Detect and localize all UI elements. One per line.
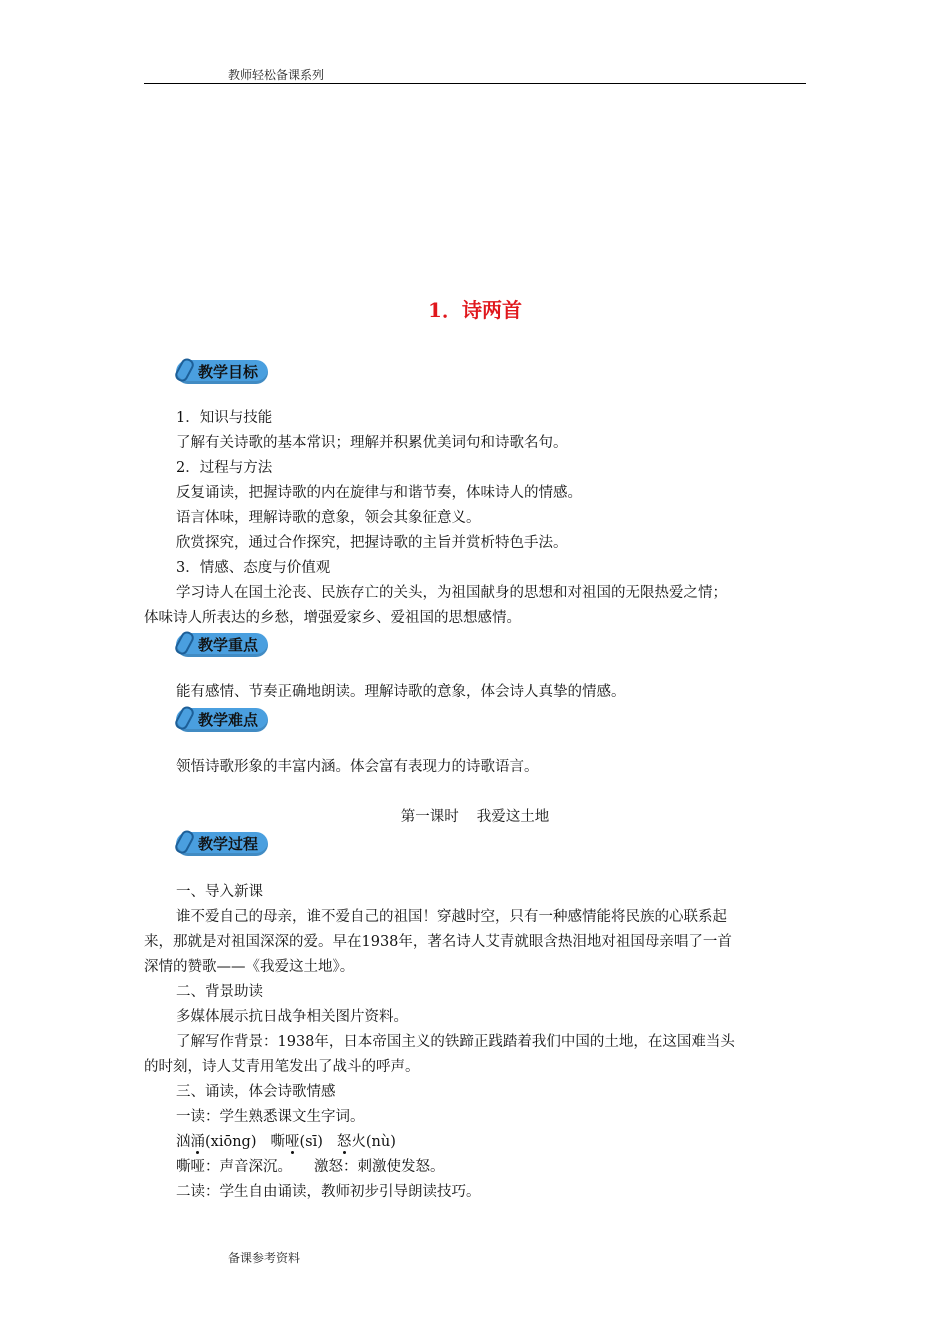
- section-badge-label: 教学目标: [197, 363, 258, 381]
- vocab-item: 怒火(nù): [336, 1134, 396, 1150]
- process-step-1-line3: 深情的赞歌——《我爱这土地》。: [144, 959, 355, 975]
- header-rule: [144, 83, 806, 84]
- objective-text-1: 了解有关诗歌的基本常识；理解并积累优美词句和诗歌名句。: [176, 435, 568, 451]
- process-step-3-heading: 三、诵读，体会诗歌情感: [176, 1084, 336, 1100]
- header-series-label: 教师轻松备课系列: [228, 68, 325, 82]
- process-step-2-line3: 的时刻，诗人艾青用笔发出了战斗的呼声。: [144, 1059, 420, 1075]
- definition-2: 激怒：刺激使发怒。: [314, 1159, 445, 1175]
- section-badge-difficulties: [176, 708, 268, 732]
- reading-1-text: 一读：学生熟悉课文生字词。: [176, 1109, 365, 1125]
- process-step-2-line2: 了解写作背景：1938年，日本帝国主义的铁蹄正践踏着我们中国的土地，在这国难当头: [176, 1034, 735, 1050]
- page-title: 1．诗两首: [428, 298, 522, 322]
- key-points-text: 能有感情、节奏正确地朗读。理解诗歌的意象，体会诗人真挚的情感。: [176, 684, 626, 700]
- vocab-item: 汹涌(xiōng): [176, 1134, 257, 1150]
- definition-1: 嘶哑：声音深沉。: [176, 1159, 292, 1175]
- objective-text-2a: 反复诵读，把握诗歌的内在旋律与和谐节奏，体味诗人的情感。: [176, 485, 582, 501]
- objective-text-3-line1: 学习诗人在国土沦丧、民族存亡的关头，为祖国献身的思想和对祖国的无限热爱之情；: [176, 585, 727, 601]
- vocab-item: 嘶哑(sī): [270, 1134, 323, 1150]
- objective-text-2b: 语言体味，理解诗歌的意象，领会其象征意义。: [176, 510, 481, 526]
- section-badge-label: 教学难点: [197, 711, 258, 729]
- section-badge-label: 教学过程: [197, 835, 258, 853]
- footer-label: 备课参考资料: [228, 1251, 301, 1265]
- section-badge-objectives: [176, 360, 268, 384]
- lesson-title: [0, 805, 950, 826]
- objective-text-3-line2: 体味诗人所表达的乡愁，增强爱家乡、爱祖国的思想感情。: [144, 610, 521, 626]
- objective-heading-1: 1．知识与技能: [176, 410, 273, 426]
- reading-2-text: 二读：学生自由诵读，教师初步引导朗读技巧。: [176, 1184, 481, 1200]
- section-badge-process: [176, 832, 268, 856]
- lesson-period: 第一课时: [400, 809, 459, 825]
- section-badge-key-points: [176, 633, 268, 657]
- process-step-1-line1: 谁不爱自己的母亲，谁不爱自己的祖国！穿越时空，只有一种感情能将民族的心联系起: [176, 909, 727, 925]
- process-step-1-heading: 一、导入新课: [176, 884, 263, 900]
- process-step-1-line2: 来，那就是对祖国深深的爱。早在1938年，著名诗人艾青就眼含热泪地对祖国母亲唱了一首: [144, 934, 732, 950]
- vocabulary-line: [176, 1130, 806, 1155]
- section-badge-label: 教学重点: [197, 636, 258, 654]
- process-step-2-line1: 多媒体展示抗日战争相关图片资料。: [176, 1009, 408, 1025]
- definition-line: [176, 1155, 806, 1180]
- process-step-2-heading: 二、背景助读: [176, 984, 263, 1000]
- objective-heading-3: 3．情感、态度与价值观: [176, 560, 331, 576]
- objective-text-2c: 欣赏探究，通过合作探究，把握诗歌的主旨并赏析特色手法。: [176, 535, 568, 551]
- lesson-name: 我爱这土地: [476, 809, 550, 825]
- difficulties-text: 领悟诗歌形象的丰富内涵。体会富有表现力的诗歌语言。: [176, 759, 539, 775]
- objective-heading-2: 2．过程与方法: [176, 460, 273, 476]
